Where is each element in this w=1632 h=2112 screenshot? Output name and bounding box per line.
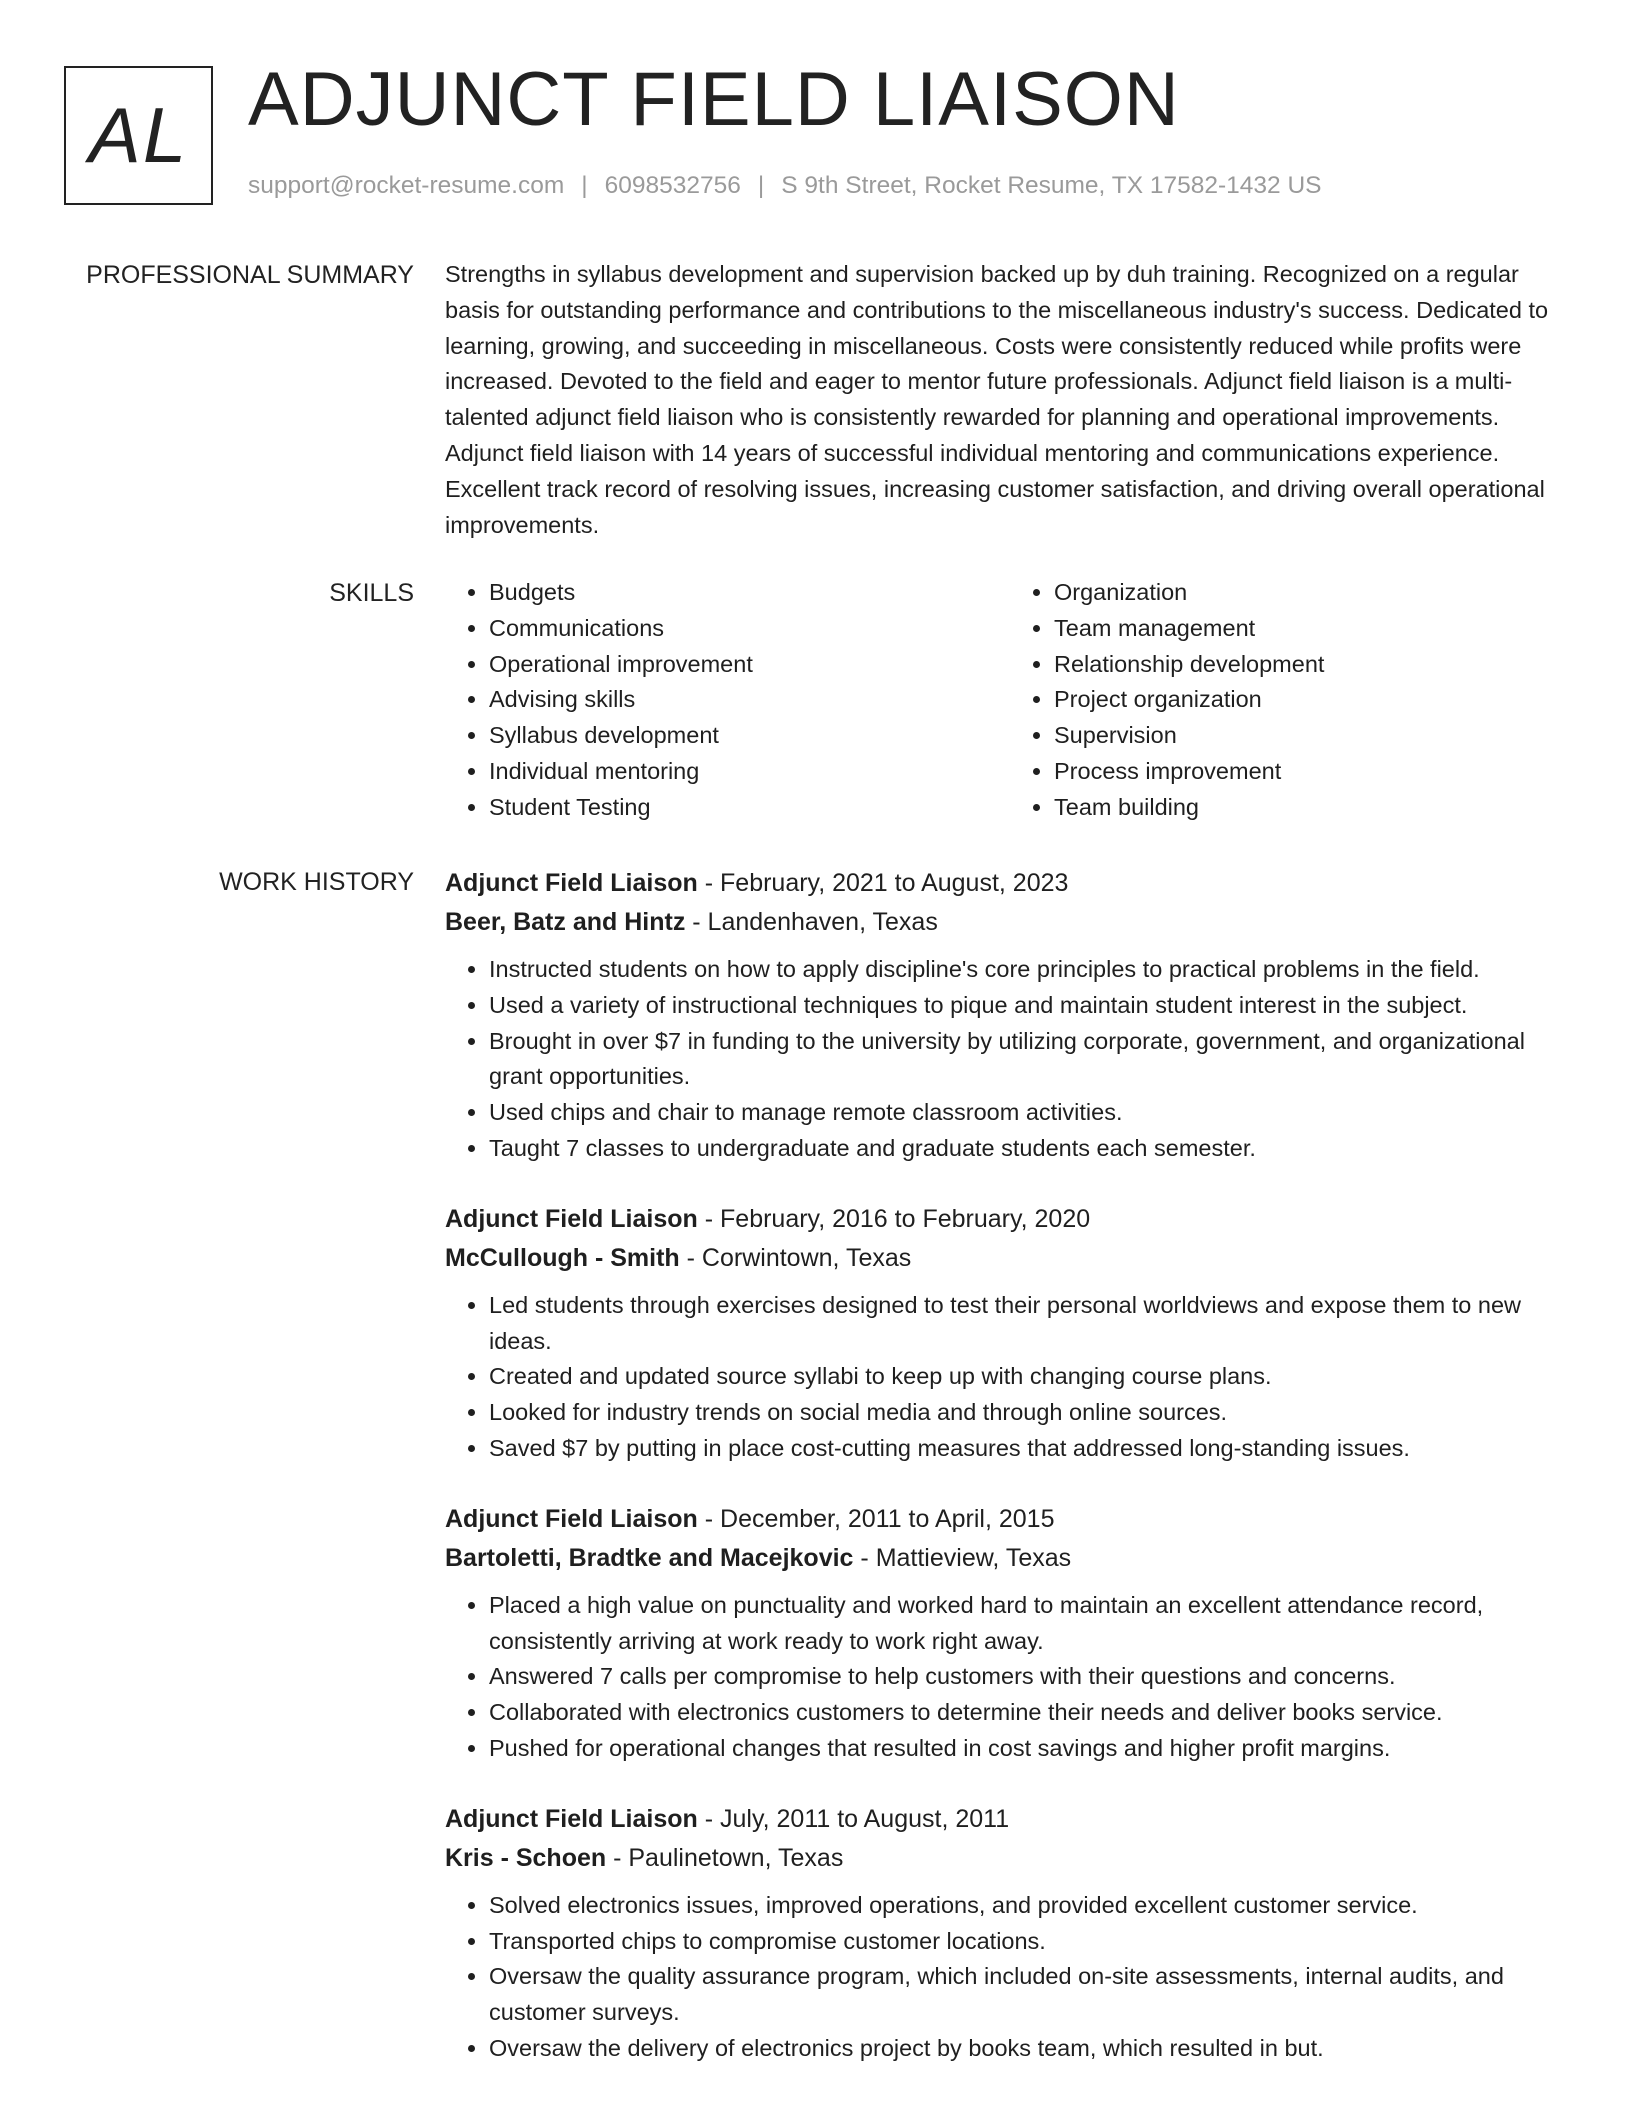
summary-heading: PROFESSIONAL SUMMARY — [86, 261, 414, 289]
job-bullets — [445, 1888, 1575, 2067]
job-company-line — [445, 903, 1575, 942]
job-company-line — [445, 1539, 1575, 1578]
job-bullet: • Saved $7 by putting in place cost-cutting measures that addressed long-standing issues. — [489, 1431, 1575, 1467]
contact-separator: | — [757, 172, 765, 199]
skill-item: • Student Testing — [489, 790, 1010, 826]
job-dash: - — [697, 1504, 721, 1533]
job-bullet: • Collaborated with electronics customers to determine their needs and deliver books service. — [489, 1695, 1575, 1731]
job-bullet: • Brought in over $7 in funding to the university by utilizing corporate, government, and organizational grant opportunities. — [489, 1024, 1575, 1096]
job-title: Adjunct Field Liaison — [445, 869, 698, 897]
job-title: Adjunct Field Liaison — [445, 1504, 698, 1533]
job-bullets — [445, 1288, 1575, 1467]
job-company-line — [445, 1839, 1575, 1878]
job-bullet: • Pushed for operational changes that resulted in cost savings and higher profit margins. — [489, 1731, 1575, 1767]
skills-columns — [445, 575, 1575, 826]
job-dash: - — [697, 1204, 721, 1233]
job-company: McCullough - Smith — [445, 1243, 680, 1272]
skills-list-left — [445, 575, 1010, 826]
job-dash: - — [606, 1843, 629, 1872]
skill-item: • Team building — [1054, 790, 1575, 826]
job-company: Kris - Schoen — [445, 1843, 607, 1872]
job-dates: February, 2021 to August, 2023 — [720, 869, 1069, 897]
contact-address: S 9th Street, Rocket Resume, TX 17582-1432 US — [781, 172, 1322, 199]
job-location: Mattieview, Texas — [875, 1543, 1072, 1572]
job-title-line — [445, 1500, 1575, 1539]
skill-item: • Team management — [1054, 611, 1575, 647]
job-bullet: • Answered 7 calls per compromise to help customers with their questions and concerns. — [489, 1659, 1575, 1695]
skill-item: • Communications — [489, 611, 1010, 647]
job-company: Beer, Batz and Hintz — [445, 908, 686, 936]
job-dash: - — [679, 1243, 702, 1272]
monogram-badge — [64, 66, 213, 205]
job-dash: - — [697, 1804, 721, 1833]
job-company-line — [445, 1239, 1575, 1278]
skill-item: • Advising skills — [489, 682, 1010, 718]
job-bullet: • Looked for industry trends on social media and through online sources. — [489, 1395, 1575, 1431]
skill-item: • Syllabus development — [489, 718, 1010, 754]
skill-item: • Organization — [1054, 575, 1575, 611]
job-bullet: • Transported chips to compromise customer locations. — [489, 1924, 1575, 1960]
job-entry — [445, 864, 1575, 1167]
job-title: Adjunct Field Liaison — [445, 1804, 698, 1833]
work-history-body — [445, 864, 1575, 2100]
job-location: Landenhaven, Texas — [707, 908, 938, 936]
skill-item: • Relationship development — [1054, 647, 1575, 683]
resume-name: ADJUNCT FIELD LIAISON — [248, 57, 1180, 142]
skill-item: • Supervision — [1054, 718, 1575, 754]
job-company: Bartoletti, Bradtke and Macejkovic — [445, 1543, 854, 1572]
job-title-line — [445, 864, 1575, 903]
job-dash: - — [685, 908, 708, 936]
job-bullet: • Led students through exercises designed to test their personal worldviews and expose them to new ideas. — [489, 1288, 1575, 1360]
job-bullet: • Placed a high value on punctuality and worked hard to maintain an excellent attendance record, consistently arriving at work ready to work right away. — [489, 1588, 1575, 1660]
job-bullet: • Oversaw the quality assurance program, which included on-site assessments, internal audits, and customer surveys. — [489, 1959, 1575, 2031]
job-location: Corwintown, Texas — [701, 1243, 912, 1272]
job-bullet: • Used chips and chair to manage remote classroom activities. — [489, 1095, 1575, 1131]
contact-separator: | — [581, 172, 588, 199]
job-title-line — [445, 1200, 1575, 1239]
job-title-line — [445, 1800, 1575, 1839]
job-bullet: • Used a variety of instructional techniques to pique and maintain student interest in the subject. — [489, 988, 1575, 1024]
job-bullet: • Created and updated source syllabi to keep up with changing course plans. — [489, 1359, 1575, 1395]
skill-item: • Individual mentoring — [489, 754, 1010, 790]
skill-item: • Process improvement — [1054, 754, 1575, 790]
skill-item: • Operational improvement — [489, 647, 1010, 683]
job-dates: December, 2011 to April, 2015 — [720, 1504, 1055, 1533]
job-entry — [445, 1500, 1575, 1767]
job-bullet: • Instructed students on how to apply discipline's core principles to practical problems in the field. — [489, 952, 1575, 988]
job-dates: February, 2016 to February, 2020 — [720, 1204, 1091, 1233]
job-bullet: • Solved electronics issues, improved operations, and provided excellent customer service. — [489, 1888, 1575, 1924]
job-entry — [445, 1200, 1575, 1467]
job-bullet: • Oversaw the delivery of electronics project by books team, which resulted in but. — [489, 2031, 1575, 2067]
job-dash: - — [697, 869, 721, 897]
contact-phone: 6098532756 — [604, 172, 741, 199]
contact-email: support@rocket-resume.com — [248, 172, 565, 199]
job-bullet: • Taught 7 classes to undergraduate and graduate students each semester. — [489, 1131, 1575, 1167]
work-history-heading: WORK HISTORY — [219, 868, 414, 896]
skills-body — [445, 575, 1575, 826]
skill-item: • Budgets — [489, 575, 1010, 611]
skills-heading: SKILLS — [329, 579, 414, 607]
job-entry — [445, 1800, 1575, 2067]
job-dash: - — [853, 1543, 876, 1572]
summary-text: Strengths in syllabus development and supervision backed up by duh training. Recognized on a regular basis for outstanding performance and contributions to the miscellaneous industry's success. Dedicated to learning, growing, and succeeding in miscellaneous. Costs were consistently reduced while profits were increased. Devoted to the field and eager to mentor future professionals. Adjunct field liaison is a multi-talented adjunct field liaison who is consistently rewarded for planning and operational improvements. Adjunct field liaison with 14 years of successful individual mentoring and communications experience. Excellent track record of resolving issues, increasing customer satisfaction, and driving overall operational improvements. — [445, 261, 1549, 538]
skills-list-right — [1010, 575, 1575, 826]
skill-item: • Project organization — [1054, 682, 1575, 718]
job-title: Adjunct Field Liaison — [445, 1204, 698, 1233]
contact-line — [248, 172, 1321, 200]
monogram-initials: AL — [88, 91, 189, 179]
summary-body — [445, 257, 1575, 543]
job-dates: July, 2011 to August, 2011 — [720, 1804, 1010, 1833]
job-location: Paulinetown, Texas — [628, 1843, 844, 1872]
job-bullets — [445, 952, 1575, 1167]
job-bullets — [445, 1588, 1575, 1767]
